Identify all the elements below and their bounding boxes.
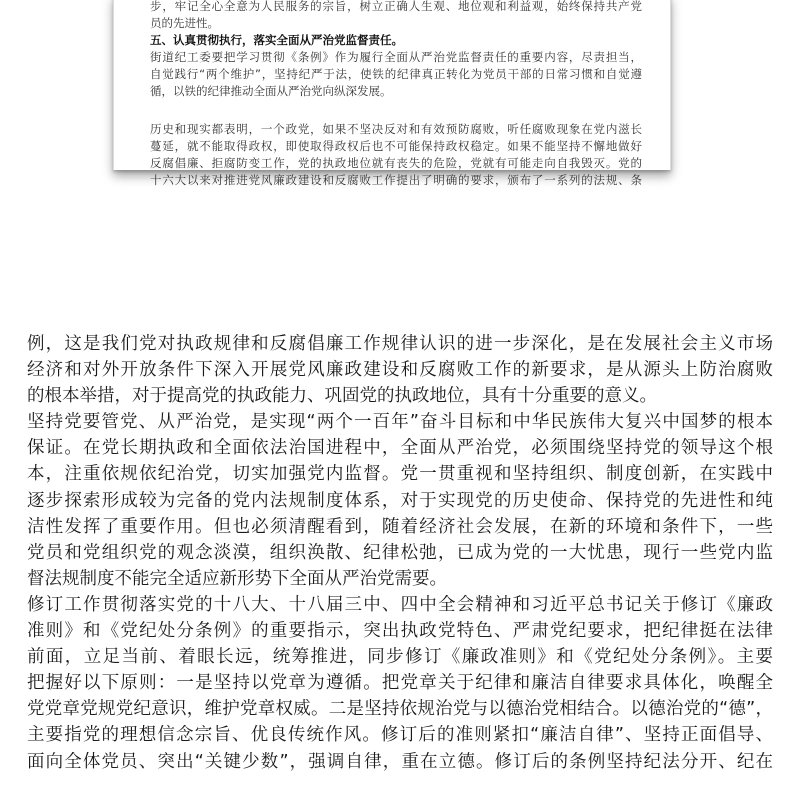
body-line: 督法规制度不能完全适应新形势下全面从严治党需要。: [27, 568, 447, 589]
body-line: 洁性发挥了重要作用。但也必须清醒看到，随着经济社会发展，在新的环境和条件下，一些: [27, 516, 773, 537]
document-body: [27, 331, 773, 775]
document-preview-card: [113, 0, 671, 187]
card-line: 自觉践行“两个维护”，坚持纪严于法，使铁的纪律真正转化为党员干部的日常习惯和自觉遵: [150, 67, 642, 81]
body-line: 党员和党组织党的观念淡漠，组织涣散、纪律松弛，已成为党的一大忧患，现行一些党内监: [27, 542, 773, 563]
body-line: 本，注重依规依纪治党，切实加强党内监督。党一贯重视和坚持组织、制度创新，在实践中: [27, 464, 773, 485]
card-line: 员的先进性。: [150, 16, 219, 30]
body-line: 把握好以下原则：一是坚持以党章为遵循。把党章关于纪律和廉洁自律要求具体化，唤醒全: [27, 673, 773, 694]
card-line: 历史和现实都表明，一个政党，如果不坚决反对和有效预防腐败，听任腐败现象在党内滋长: [150, 122, 642, 136]
body-line: 主要指党的理想信念宗旨、优良传统作风。修订后的准则紧扣“廉洁自律”、坚持正面倡导、: [27, 725, 773, 746]
card-line: 街道纪工委要把学习贯彻《条例》作为履行全面从严治党监督责任的重要内容，尽责担当，: [150, 50, 642, 64]
body-line: 面向全体党员、突出“关键少数”，强调自律，重在立德。修订后的条例坚持纪法分开、纪在: [27, 751, 773, 772]
card-line: 十六大以来对推进党风廉政建设和反腐败工作提出了明确的要求，颁布了一系列的法规、条: [150, 173, 642, 187]
body-line: 准则》和《党纪处分条例》的重要指示，突出执政党特色、严肃党纪要求，把纪律挺在法律: [27, 621, 773, 642]
card-line: 循，以铁的纪律推动全面从严治党向纵深发展。: [150, 84, 392, 98]
body-line: 党党章党规党纪意识，维护党章权威。二是坚持依规治党与以德治党相结合。以德治党的“德”，: [27, 699, 773, 720]
card-line: 反腐倡廉、拒腐防变工作，党的执政地位就有丧失的危险，党就有可能走向自我毁灭。党的: [150, 156, 642, 170]
body-line: 前面，立足当前、着眼长远，统筹推进，同步修订《廉政准则》和《党纪处分条例》。主要: [27, 647, 773, 668]
body-line: 修订工作贯彻落实党的十八大、十八届三中、四中全会精神和习近平总书记关于修订《廉政: [27, 594, 773, 615]
body-line: 逐步探索形成较为完备的党内法规制度体系，对于实现党的历史使命、保持党的先进性和纯: [27, 490, 773, 511]
body-line: 例，这是我们党对执政规律和反腐倡廉工作规律认识的进一步深化，是在发展社会主义市场: [27, 334, 773, 354]
body-line: 坚持党要管党、从严治党，是实现“两个一百年”奋斗目标和中华民族伟大复兴中国梦的根本: [27, 412, 773, 433]
body-line: 经济和对外开放条件下深入开展党风廉政建设和反腐败工作的新要求，是从源头上防治腐败: [27, 360, 773, 381]
body-line: 保证。在党长期执政和全面依法治国进程中，全面从严治党，必须围绕坚持党的领导这个根: [27, 438, 773, 459]
section-heading: 五、认真贯彻执行，落实全面从严治党监督责任。: [150, 33, 403, 47]
card-line: 蔓延，就不能取得政权，即使取得政权后也不可能保持政权稳定。如果不能坚持不懈地做好: [150, 139, 642, 153]
card-line: 步，牢记全心全意为人民服务的宗旨，树立正确人生观、地位观和利益观，始终保持共产党: [150, 0, 642, 13]
body-line: 的根本举措，对于提高党的执政能力、巩固党的执政地位，具有十分重要的意义。: [27, 386, 657, 407]
